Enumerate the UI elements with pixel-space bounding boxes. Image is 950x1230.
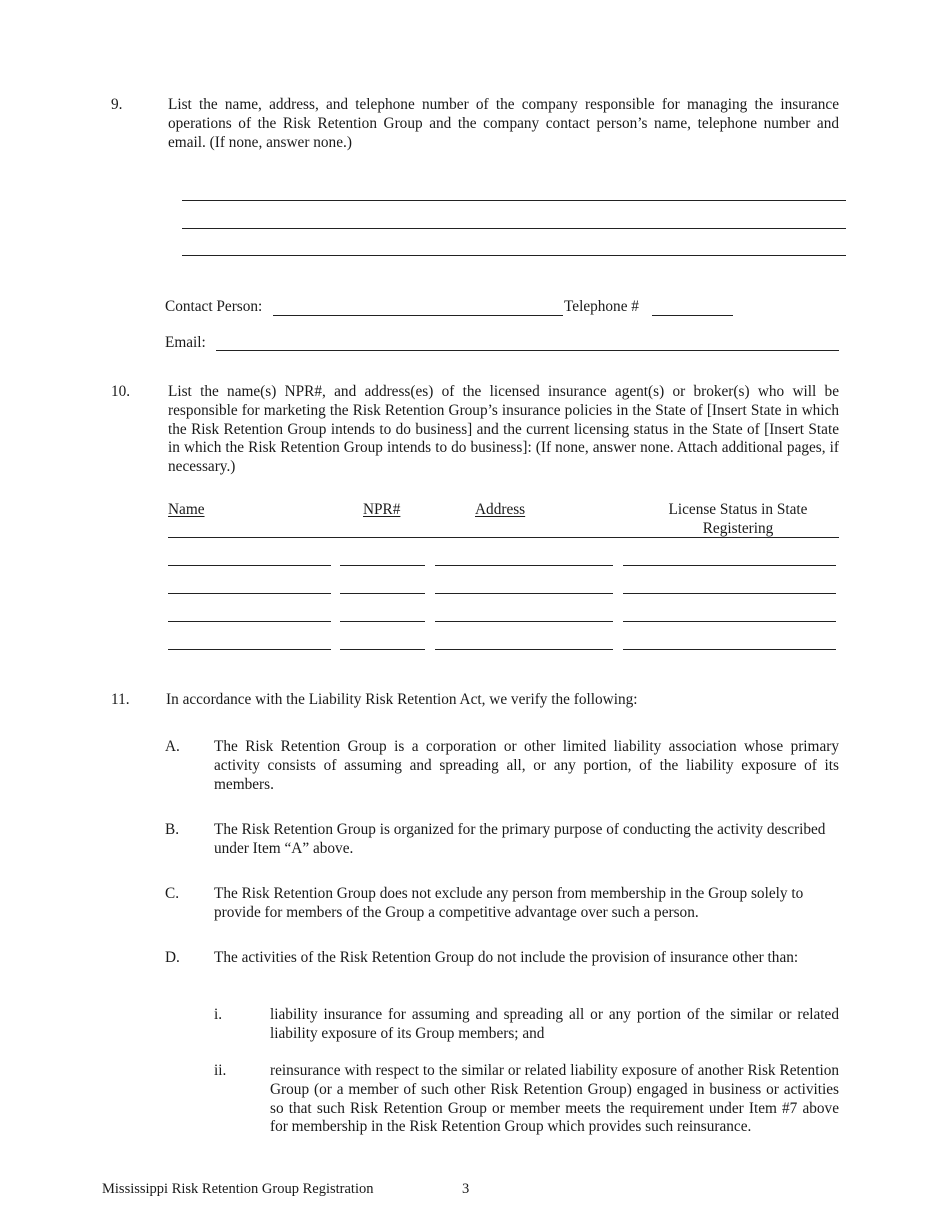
table-header-rule <box>168 537 839 538</box>
email-label: Email: <box>165 334 206 351</box>
question-9-text: List the name, address, and telephone number of the company responsible for managing the insurance operations of the Risk Retention Group and the company contact person’s name, telephone number and email. (If none, answer none.) <box>168 96 839 151</box>
column-header-npr: NPR# <box>363 501 401 518</box>
table-cell-name[interactable] <box>168 621 331 622</box>
telephone-field[interactable] <box>652 315 733 316</box>
company-info-line-2[interactable] <box>182 228 846 229</box>
contact-person-label: Contact Person: <box>165 298 263 315</box>
table-cell-npr[interactable] <box>340 649 425 650</box>
question-11-number: 11. <box>111 691 130 708</box>
subitem-ii-text: reinsurance with respect to the similar or related liability exposure of another Risk Retention Group (or a member of such other Risk Retention Group) engaged in business or activities so that such Risk Retention Group or member meets the requirement under Item #7 above for membership in the Risk Retention Group which provides such reinsurance. <box>270 1062 839 1136</box>
item-a-letter: A. <box>165 738 180 755</box>
item-c-letter: C. <box>165 885 180 902</box>
question-10-text: List the name(s) NPR#, and address(es) of the licensed insurance agent(s) or broker(s) who will be responsible for marketing the Risk Retention Group’s insurance policies in the State of [Insert State in which the Risk Retention Group intends to do business] and the current licensing status in the State of [Insert State in which the Risk Retention Group intends to do business]: (If none, answer none. Attach additional pages, if necessary.) <box>168 383 839 476</box>
footer-title: Mississippi Risk Retention Group Registration <box>102 1181 374 1197</box>
table-cell-address[interactable] <box>435 565 613 566</box>
subitem-ii-numeral: ii. <box>214 1062 227 1079</box>
subitem-i-numeral: i. <box>214 1006 223 1023</box>
item-b-letter: B. <box>165 821 180 838</box>
table-cell-license[interactable] <box>623 649 836 650</box>
license-header-line-1: License Status in State <box>668 501 808 518</box>
table-cell-address[interactable] <box>435 649 613 650</box>
table-cell-name[interactable] <box>168 593 331 594</box>
table-cell-license[interactable] <box>623 621 836 622</box>
table-cell-npr[interactable] <box>340 621 425 622</box>
table-cell-address[interactable] <box>435 593 613 594</box>
subitem-i-text: liability insurance for assuming and spreading all or any portion of the similar or related liability exposure of its Group members; and <box>270 1006 839 1042</box>
item-d-text: The activities of the Risk Retention Group do not include the provision of insurance other than: <box>214 949 799 966</box>
item-b-text: The Risk Retention Group is organized for the primary purpose of conducting the activity described under Item “A” above. <box>214 821 826 857</box>
column-header-license-status <box>638 501 838 539</box>
item-a-text: The Risk Retention Group is a corporation or other limited liability association whose primary activity consists of assuming and spreading all, or any portion, of the liability exposure of its members. <box>214 738 839 793</box>
table-cell-name[interactable] <box>168 649 331 650</box>
column-header-name: Name <box>168 501 205 518</box>
license-header-line-2: Registering <box>702 519 774 537</box>
page-number: 3 <box>462 1181 470 1197</box>
question-11-intro: In accordance with the Liability Risk Retention Act, we verify the following: <box>166 691 638 708</box>
company-info-line-3[interactable] <box>182 255 846 256</box>
email-field[interactable] <box>216 350 839 351</box>
table-cell-license[interactable] <box>623 565 836 566</box>
item-c-text: The Risk Retention Group does not exclude any person from membership in the Group solely to provide for members of the Group a competitive advantage over such a person. <box>214 885 804 921</box>
table-cell-license[interactable] <box>623 593 836 594</box>
column-header-address: Address <box>475 501 526 518</box>
table-cell-name[interactable] <box>168 565 331 566</box>
item-d-letter: D. <box>165 949 180 966</box>
contact-person-field[interactable] <box>273 315 563 316</box>
company-info-line-1[interactable] <box>182 200 846 201</box>
question-10-number: 10. <box>111 383 131 400</box>
table-cell-address[interactable] <box>435 621 613 622</box>
table-cell-npr[interactable] <box>340 593 425 594</box>
question-9-number: 9. <box>111 96 123 113</box>
telephone-label: Telephone # <box>564 298 639 315</box>
table-cell-npr[interactable] <box>340 565 425 566</box>
